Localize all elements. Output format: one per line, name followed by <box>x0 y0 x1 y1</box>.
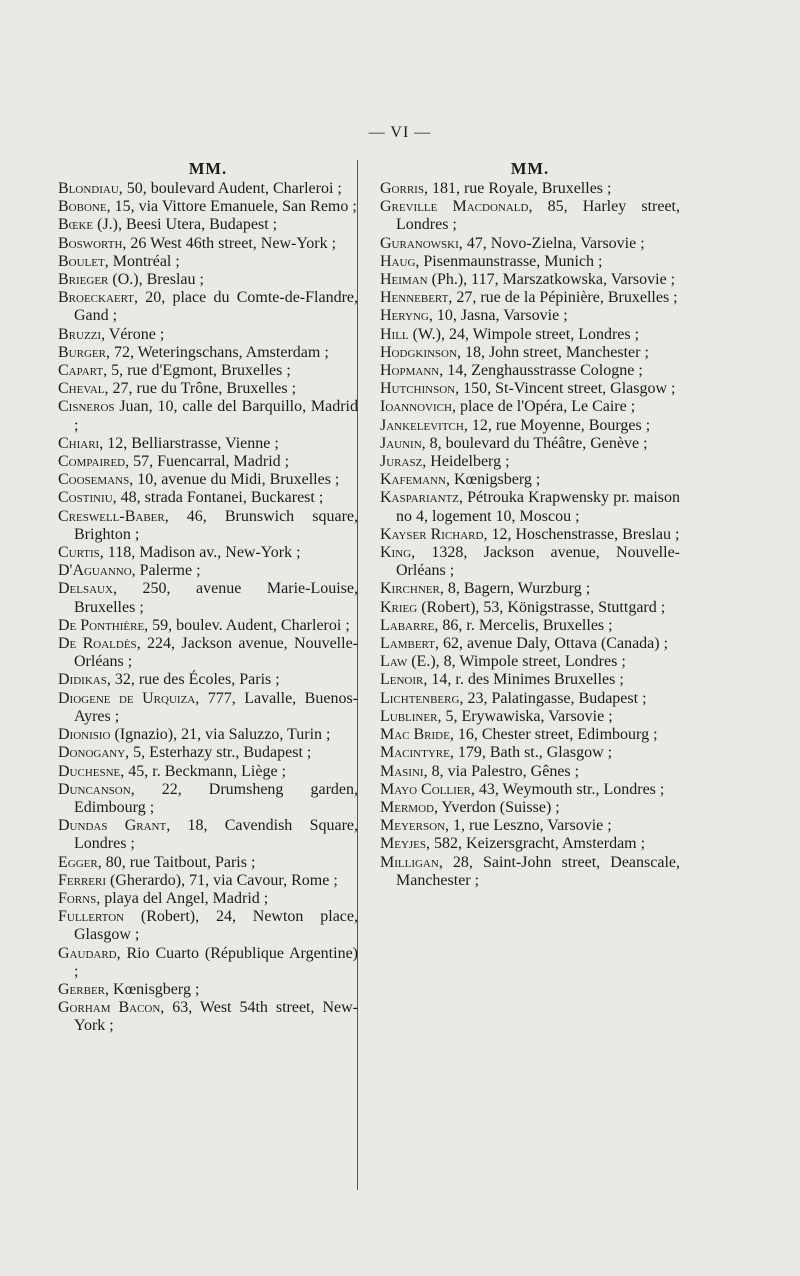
directory-entry <box>58 781 358 817</box>
entry-address: , 179, Bath st., Glasgow ; <box>449 744 613 762</box>
entry-name: Delsaux <box>58 580 113 598</box>
entry-address: , Pétrouka Krapwensky pr. maison no 4, logement 10, Moscou ; <box>396 489 680 525</box>
entry-name: Jurasz <box>380 453 423 471</box>
directory-entry <box>58 854 358 872</box>
entry-address: , 8, boulevard du Théâtre, Genève ; <box>421 434 648 452</box>
directory-entry <box>58 253 358 271</box>
entry-name: Hodgkinson <box>380 343 457 361</box>
directory-entry <box>380 544 680 580</box>
directory-entry <box>58 508 358 544</box>
directory-entry <box>58 635 358 671</box>
entry-address: , 27, rue de la Pépinière, Bruxelles ; <box>448 289 678 307</box>
entry-name: Heryng <box>380 307 429 325</box>
directory-entry <box>58 235 358 253</box>
entry-address: , 63, West 54th street, New-York ; <box>74 999 358 1035</box>
entry-address: , 20, place du Comte-de-Flandre, Gand ; <box>74 289 358 325</box>
entry-name: Duchesne <box>58 762 121 780</box>
entry-address: , 57, Fuencarral, Madrid ; <box>125 453 290 471</box>
entry-address: , 12, Hoschenstrasse, Breslau ; <box>483 525 680 543</box>
directory-entry <box>58 981 358 999</box>
right-column-heading: MM. <box>510 159 550 178</box>
directory-entry <box>380 744 680 762</box>
directory-entry <box>58 890 358 908</box>
directory-entry <box>380 380 680 398</box>
entry-name: Ferreri <box>58 871 107 889</box>
directory-entry <box>380 235 680 253</box>
entry-address: , Yverdon (Suisse) ; <box>433 798 560 816</box>
directory-entry <box>380 726 680 744</box>
entry-address: , 10, Jasna, Varsovie ; <box>428 307 568 325</box>
entry-address: , 27, rue du Trône, Bruxelles ; <box>104 380 297 398</box>
directory-entry <box>58 198 358 216</box>
entry-name: Gorham Bacon <box>58 999 161 1017</box>
directory-entry <box>380 289 680 307</box>
entry-address: (Ignazio), 21, via Saluzzo, Turin ; <box>110 726 331 744</box>
entry-name: Coosemans <box>58 471 130 489</box>
entry-name: Kaspariantz <box>380 489 459 507</box>
directory-entry <box>58 671 358 689</box>
entry-address: , 10, avenue du Midi, Bruxelles ; <box>129 471 340 489</box>
entry-address: , 80, rue Taitbout, Paris ; <box>97 853 256 871</box>
directory-entry <box>58 326 358 344</box>
directory-entry <box>58 744 358 762</box>
directory-entry <box>380 344 680 362</box>
entry-address: , 18, Cavendish Square, Londres ; <box>74 817 358 853</box>
entry-name: Boulet <box>58 252 105 270</box>
directory-entry <box>58 580 358 616</box>
entry-address: , 777, Lavalle, Buenos-Ayres ; <box>74 689 358 725</box>
entry-address: (Robert), 24, Newton place, Glasgow ; <box>74 908 358 944</box>
entry-name: Mermod <box>380 798 434 816</box>
directory-entry <box>58 562 358 580</box>
directory-entry <box>380 271 680 289</box>
entry-address: , 28, Saint-John street, Deanscale, Manchester ; <box>396 853 680 889</box>
entry-address: , 43, Weymouth str., Londres ; <box>470 780 665 798</box>
directory-entry <box>380 489 680 525</box>
directory-entry <box>380 835 680 853</box>
directory-entry <box>58 453 358 471</box>
entry-name: Cheval <box>58 380 105 398</box>
directory-entry <box>380 326 680 344</box>
entry-address: , 32, rue des Écoles, Paris ; <box>106 671 280 689</box>
entry-name: Jaunin <box>380 434 422 452</box>
entry-name: Donogany <box>58 744 126 762</box>
directory-entry <box>380 671 680 689</box>
entry-address: , 150, St-Vincent street, Glasgow ; <box>455 380 676 398</box>
directory-entry <box>380 453 680 471</box>
entry-address: (E.), 8, Wimpole street, Londres ; <box>407 653 626 671</box>
entry-name: Greville Macdonald <box>380 198 529 216</box>
directory-entry <box>58 289 358 325</box>
entry-address: , Palerme ; <box>131 562 201 580</box>
directory-entry <box>380 580 680 598</box>
entry-name: King <box>380 544 412 562</box>
entry-name: Burger <box>58 343 106 361</box>
entry-address: (W.), 24, Wimpole street, Londres ; <box>408 325 640 343</box>
entry-name: Dionisio <box>58 726 111 744</box>
entry-name: Guranowski <box>380 234 459 252</box>
entry-address: , 86, r. Mercelis, Bruxelles ; <box>434 616 613 634</box>
entry-address: , Kœnisgberg ; <box>105 980 200 998</box>
entry-name: Macintyre <box>380 744 450 762</box>
entry-name: Law <box>380 653 408 671</box>
entry-name: Cisneros <box>58 398 115 416</box>
entry-address: , 250, avenue Marie-Louise, Bruxelles ; <box>74 580 358 616</box>
directory-entry <box>380 708 680 726</box>
entry-name: Diogene de Urquiza <box>58 689 196 707</box>
entry-address: , Montréal ; <box>104 252 180 270</box>
entry-name: Gaudard <box>58 944 117 962</box>
entry-address: , 22, Drumsheng garden, Edimbourg ; <box>74 780 358 816</box>
entry-address: , Rio Cuarto (République Argentine) ; <box>74 944 358 980</box>
entry-address: , 5, rue d'Egmont, Bruxelles ; <box>103 362 291 380</box>
entry-address: , 48, strada Fontanei, Buckarest ; <box>112 489 324 507</box>
entry-address: , 1, rue Leszno, Varsovie ; <box>444 817 612 835</box>
right-column <box>380 158 680 890</box>
entry-address: , 1328, Jackson avenue, Nouvelle-Orléans ; <box>396 544 680 580</box>
entry-address: , 85, Harley street, Londres ; <box>396 198 680 234</box>
entry-name: Bœke <box>58 216 94 234</box>
directory-entry <box>380 690 680 708</box>
directory-entry <box>58 617 358 635</box>
directory-entry <box>380 435 680 453</box>
page-number: — VI — <box>368 124 432 141</box>
left-column <box>58 158 358 1036</box>
entry-name: Blondiau <box>58 180 119 197</box>
directory-entry <box>380 781 680 799</box>
entry-address: , playa del Angel, Madrid ; <box>96 889 269 907</box>
directory-entry <box>380 763 680 781</box>
entry-address: , 582, Keizersgracht, Amsterdam ; <box>426 835 646 853</box>
entry-name: Meyjes <box>380 835 427 853</box>
entry-address: , Heidelberg ; <box>422 453 510 471</box>
directory-entry <box>380 362 680 380</box>
entry-address: , 46, Brunswich square, Brighton ; <box>74 507 358 543</box>
directory-entry <box>380 198 680 234</box>
entry-address: , 8, Bagern, Wurzburg ; <box>439 580 591 598</box>
entry-address: , 59, boulev. Audent, Charleroi ; <box>144 616 350 634</box>
directory-entry <box>58 817 358 853</box>
directory-entry <box>380 799 680 817</box>
entry-name: Bobone <box>58 198 107 216</box>
directory-entry <box>380 417 680 435</box>
entry-name: Haug <box>380 252 416 270</box>
directory-entry <box>380 398 680 416</box>
directory-entry <box>58 544 358 562</box>
entry-address: (Robert), 53, Königstrasse, Stuttgard ; <box>417 598 666 616</box>
directory-entry <box>58 690 358 726</box>
entry-address: , 26 West 46th street, New-York ; <box>122 234 337 252</box>
entry-name: Milligan <box>380 853 439 871</box>
entry-name: Ioannovich <box>380 398 452 416</box>
entry-name: De Roaldès <box>58 635 137 653</box>
directory-entry <box>58 726 358 744</box>
entry-address: , Vérone ; <box>101 325 165 343</box>
directory-entry <box>58 872 358 890</box>
directory-entry <box>380 617 680 635</box>
left-entry-list <box>58 180 358 1036</box>
entry-address: , 5, Esterhazy str., Budapest ; <box>125 744 312 762</box>
entry-address: , 12, rue Moyenne, Bourges ; <box>463 416 651 434</box>
entry-address: , place de l'Opéra, Le Caire ; <box>451 398 636 416</box>
directory-entry <box>58 945 358 981</box>
entry-name: Creswell-Baber <box>58 507 165 525</box>
entry-name: Brieger <box>58 271 109 289</box>
entry-address: , 15, via Vittore Emanuele, San Remo ; <box>106 198 357 216</box>
directory-entry <box>380 599 680 617</box>
entry-address: , 5, Erywawiska, Varsovie ; <box>437 707 613 725</box>
entry-name: Mayo Collier <box>380 780 471 798</box>
entry-name: D'Aguanno <box>58 562 132 580</box>
entry-name: Hutchinson <box>380 380 456 398</box>
entry-address: , 72, Weteringschans, Amsterdam ; <box>105 343 329 361</box>
directory-entry <box>58 398 358 434</box>
directory-entry <box>380 471 680 489</box>
entry-name: Mac Bride <box>380 726 450 744</box>
entry-name: Jankelevitch <box>380 416 464 434</box>
entry-address: (Ph.), 117, Marszatkowska, Varsovie ; <box>427 271 676 289</box>
entry-address: , 18, John street, Manchester ; <box>456 343 649 361</box>
entry-name: Gorris <box>380 180 424 197</box>
entry-name: Bruzzi <box>58 325 102 343</box>
entry-name: Heiman <box>380 271 428 289</box>
entry-address: , 16, Chester street, Edimbourg ; <box>449 726 658 744</box>
directory-entry <box>380 526 680 544</box>
directory-entry <box>58 216 358 234</box>
entry-address: , Pisenmaunstrasse, Munich ; <box>415 252 603 270</box>
directory-entry <box>58 908 358 944</box>
entry-name: Lenoir <box>380 671 424 689</box>
entry-address: , 62, avenue Daly, Ottava (Canada) ; <box>434 635 669 653</box>
directory-entry <box>58 435 358 453</box>
entry-address: , Kœnigsberg ; <box>445 471 541 489</box>
entry-name: Masini <box>380 762 424 780</box>
directory-entry <box>380 180 680 198</box>
entry-name: Kayser Richard <box>380 525 484 543</box>
left-column-heading: MM. <box>188 159 228 178</box>
entry-name: Krieg <box>380 598 418 616</box>
entry-address: , 181, rue Royale, Bruxelles ; <box>423 180 612 197</box>
entry-name: Bosworth <box>58 234 123 252</box>
directory-entry <box>58 362 358 380</box>
entry-name: Lubliner <box>380 707 438 725</box>
directory-entry <box>58 763 358 781</box>
entry-address: , 47, Novo-Zielna, Varsovie ; <box>458 234 645 252</box>
entry-name: Kirchner <box>380 580 440 598</box>
entry-address: (O.), Breslau ; <box>108 271 204 289</box>
entry-address: (J.), Beesi Utera, Budapest ; <box>93 216 278 234</box>
directory-entry <box>58 271 358 289</box>
entry-name: Didikas <box>58 671 107 689</box>
entry-name: Costiniu <box>58 489 113 507</box>
entry-address: (Gherardo), 71, via Cavour, Rome ; <box>106 871 338 889</box>
entry-name: Hopmann <box>380 362 440 380</box>
directory-entry <box>58 471 358 489</box>
entry-name: Egger <box>58 853 98 871</box>
directory-entry <box>380 253 680 271</box>
entry-address: , 23, Palatingasse, Budapest ; <box>459 689 647 707</box>
entry-name: Curtis <box>58 544 100 562</box>
entry-name: Dundas Grant <box>58 817 167 835</box>
directory-entry <box>58 344 358 362</box>
entry-name: Lambert <box>380 635 435 653</box>
entry-name: Compaired <box>58 453 126 471</box>
entry-address: Juan, 10, calle del Barquillo, Madrid ; <box>74 398 358 434</box>
directory-entry <box>58 999 358 1035</box>
entry-address: , 224, Jackson avenue, Nouvelle-Orléans ; <box>74 635 358 671</box>
entry-name: Gerber <box>58 980 106 998</box>
directory-entry <box>380 854 680 890</box>
entry-name: Kafemann <box>380 471 446 489</box>
entry-address: , 45, r. Beckmann, Liège ; <box>120 762 287 780</box>
directory-entry <box>58 380 358 398</box>
entry-name: Meyerson <box>380 817 445 835</box>
directory-entry <box>380 635 680 653</box>
directory-entry <box>380 653 680 671</box>
entry-name: Labarre <box>380 616 435 634</box>
entry-name: De Ponthière <box>58 616 145 634</box>
entry-name: Fullerton <box>58 908 125 926</box>
directory-entry <box>380 307 680 325</box>
entry-name: Hill <box>380 325 409 343</box>
directory-entry <box>58 489 358 507</box>
entry-address: , 118, Madison av., New-York ; <box>99 544 301 562</box>
entry-name: Lichtenberg <box>380 689 460 707</box>
entry-name: Chiari <box>58 434 100 452</box>
entry-name: Capart <box>58 362 104 380</box>
directory-entry <box>380 817 680 835</box>
right-entry-list <box>380 180 680 890</box>
entry-address: , 14, r. des Minimes Bruxelles ; <box>423 671 624 689</box>
directory-entry <box>58 180 358 198</box>
entry-name: Duncanson <box>58 780 131 798</box>
entry-address: , 8, via Palestro, Gênes ; <box>423 762 580 780</box>
entry-name: Broeckaert <box>58 289 135 307</box>
entry-address: , 12, Belliarstrasse, Vienne ; <box>99 434 279 452</box>
entry-address: , 14, Zenghausstrasse Cologne ; <box>439 362 643 380</box>
entry-name: Forns <box>58 889 97 907</box>
entry-address: , 50, boulevard Audent, Charleroi ; <box>118 180 342 197</box>
entry-name: Hennebert <box>380 289 449 307</box>
